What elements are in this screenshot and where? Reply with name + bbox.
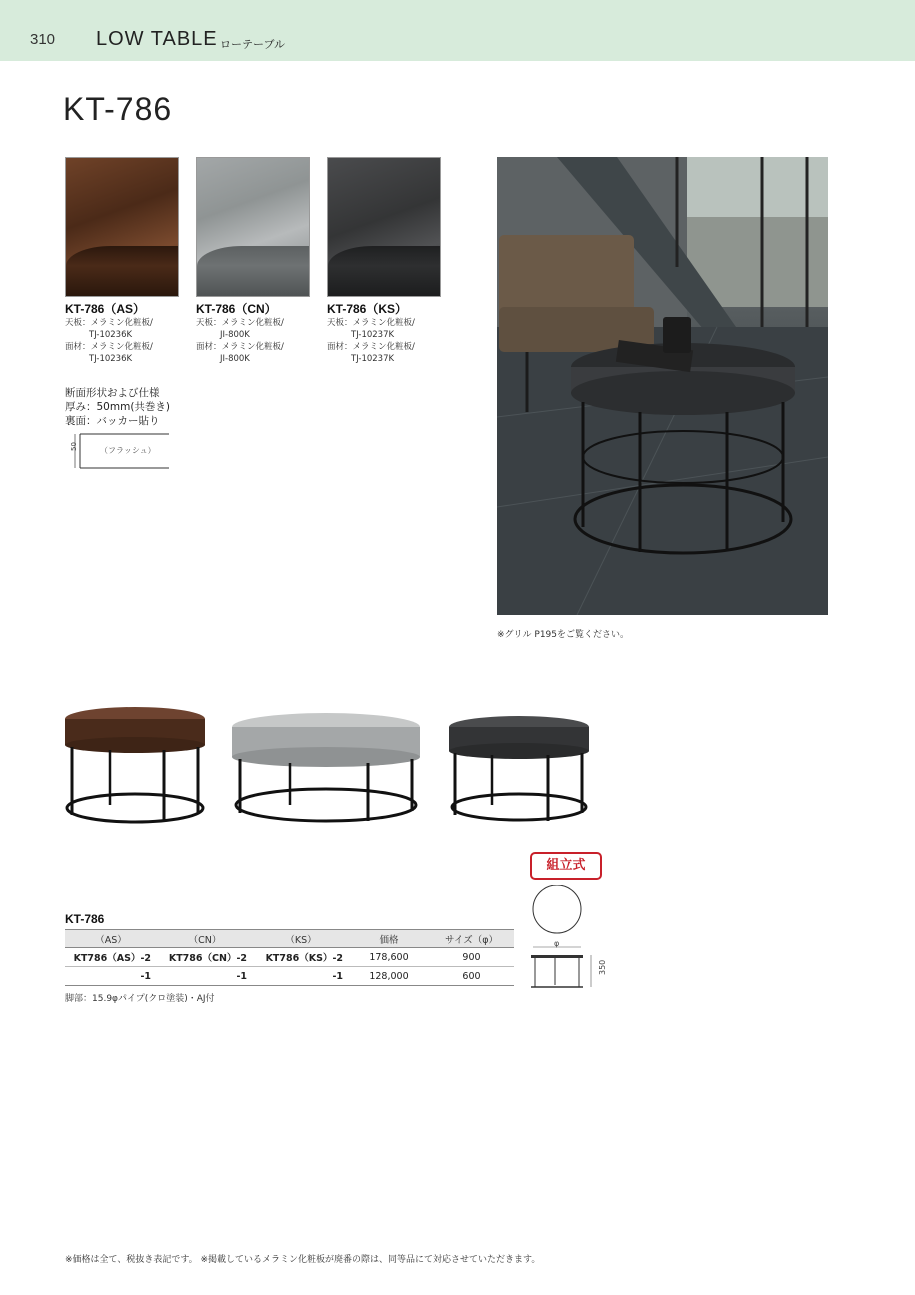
cell-size: 900 (429, 948, 514, 967)
assembly-badge: 組立式 (530, 852, 602, 880)
col-cn: （CN） (157, 930, 253, 948)
cell-size: 600 (429, 967, 514, 986)
diagram-dim: 50 (70, 442, 78, 451)
footer-note: ※価格は全て、税抜き表記です。 ※掲載しているメラミン化粧板が廃番の際は、同等品にて対応させていただきます。 (65, 1255, 541, 1265)
variant-as (65, 300, 190, 365)
cell-ks: -1 (253, 967, 349, 986)
product-images (60, 705, 600, 835)
cell-price: 128,000 (349, 967, 429, 986)
variant-face-label: 面材：メラミン化粧板/ (327, 342, 415, 352)
variant-face-code: JI-800K (220, 354, 250, 364)
section-subtitle: ローテーブル (220, 38, 286, 51)
table-header-row (65, 930, 514, 948)
swatch-cn (196, 157, 310, 297)
header-band (0, 0, 915, 61)
cell-cn: KT786（CN）-2 (157, 948, 253, 967)
page-number: 310 (30, 31, 56, 48)
section-title: LOW TABLE (96, 28, 218, 50)
col-ks: （KS） (253, 930, 349, 948)
variant-ks (327, 300, 452, 365)
variant-top-code: JI-800K (220, 330, 250, 340)
product-cn (232, 713, 420, 821)
variant-face-code: TJ-10236K (89, 354, 133, 364)
variant-name: KT-786（CN） (196, 302, 277, 316)
height-label: 350 (598, 959, 607, 975)
swatch-ks (327, 157, 441, 297)
spec-heading: 断面形状および仕様 (65, 387, 160, 399)
cross-section-diagram (65, 432, 175, 472)
variant-top-label: 天板：メラミン化粧板/ (196, 318, 284, 328)
variant-name: KT-786（AS） (65, 302, 146, 316)
legs-note: 脚部：15.9φパイプ(クロ塗装)・AJ付 (65, 994, 215, 1004)
col-price: 価格 (349, 930, 429, 948)
variant-face-code: TJ-10237K (351, 354, 395, 364)
variant-cn (196, 300, 321, 365)
phi-label: φ (554, 939, 560, 948)
lifestyle-photo (497, 157, 828, 615)
product-as (65, 707, 205, 822)
table-row (65, 967, 514, 986)
diagram-label: （フラッシュ） (100, 446, 156, 455)
variant-face-label: 面材：メラミン化粧板/ (65, 342, 153, 352)
variant-face-label: 面材：メラミン化粧板/ (196, 342, 284, 352)
model-title: KT-786 (63, 91, 173, 127)
cell-cn: -1 (157, 967, 253, 986)
dimension-diagram (525, 885, 615, 995)
cell-as: KT786（AS）-2 (65, 948, 157, 967)
spec-back: 裏面：バッカー貼り (65, 415, 160, 427)
price-table (65, 929, 514, 986)
photo-note: ※グリル P195をご覧ください。 (497, 630, 630, 640)
cell-ks: KT786（KS）-2 (253, 948, 349, 967)
col-size: サイズ（φ） (429, 930, 514, 948)
cell-price: 178,600 (349, 948, 429, 967)
table-row (65, 948, 514, 967)
cell-as: -1 (65, 967, 157, 986)
table-label: KT-786 (65, 912, 105, 926)
swatch-as (65, 157, 179, 297)
product-ks (449, 716, 589, 821)
col-as: （AS） (65, 930, 157, 948)
variant-name: KT-786（KS） (327, 302, 408, 316)
variant-top-label: 天板：メラミン化粧板/ (327, 318, 415, 328)
variant-top-label: 天板：メラミン化粧板/ (65, 318, 153, 328)
spec-block (65, 386, 170, 428)
variant-top-code: TJ-10237K (351, 330, 395, 340)
variant-top-code: TJ-10236K (89, 330, 133, 340)
spec-thickness: 厚み：50mm(共巻き) (65, 401, 171, 413)
